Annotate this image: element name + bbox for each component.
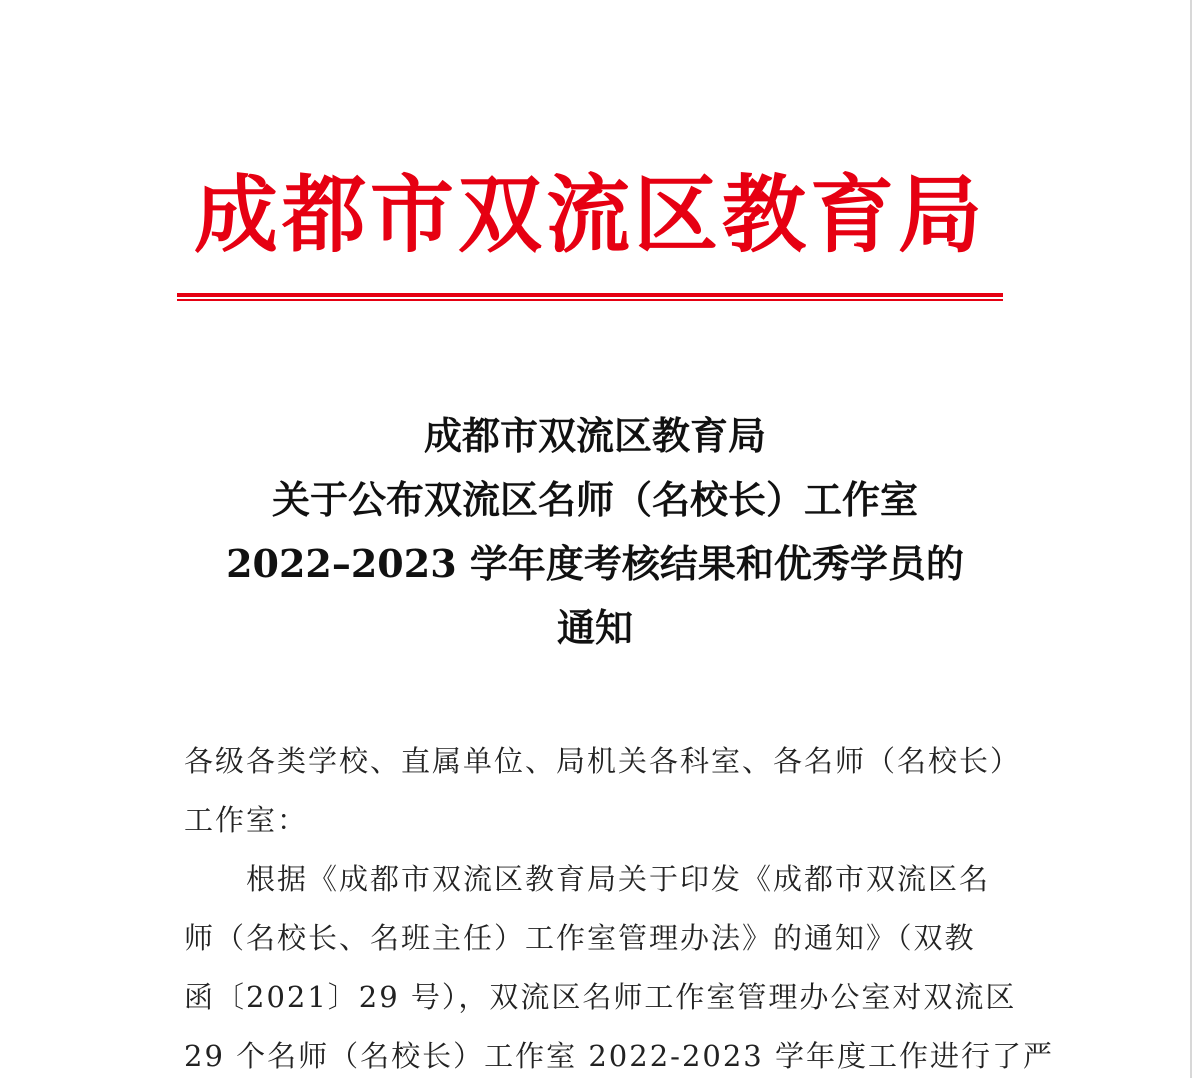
body-line: 29 个名师（名校长）工作室 2022-2023 学年度工作进行了严 xyxy=(184,1039,1054,1073)
red-rule-thin xyxy=(177,299,1003,301)
document-body xyxy=(184,732,1054,1086)
document-title xyxy=(150,404,1040,660)
body-line: 函〔2021〕29 号），双流区名师工作室管理办公室对双流区 xyxy=(184,980,1017,1014)
title-line: 成都市双流区教育局 xyxy=(423,413,766,458)
body-line: 根据《成都市双流区教育局关于印发《成都市双流区名 xyxy=(246,862,991,896)
masthead-title: 成都市双流区教育局 xyxy=(193,165,986,264)
red-rule-thick xyxy=(177,293,1003,297)
title-line: 通知 xyxy=(556,605,633,650)
addressee-line: 各级各类学校、直属单位、局机关各科室、各名师（名校长） xyxy=(184,744,1022,778)
title-line: 关于公布双流区名师（名校长）工作室 xyxy=(271,477,918,522)
addressee-line: 工作室： xyxy=(184,803,309,837)
body-line: 师（名校长、名班主任）工作室管理办法》的通知》（双教 xyxy=(184,921,976,955)
title-line: 2022–2023 学年度考核结果和优秀学员的 xyxy=(226,541,964,586)
